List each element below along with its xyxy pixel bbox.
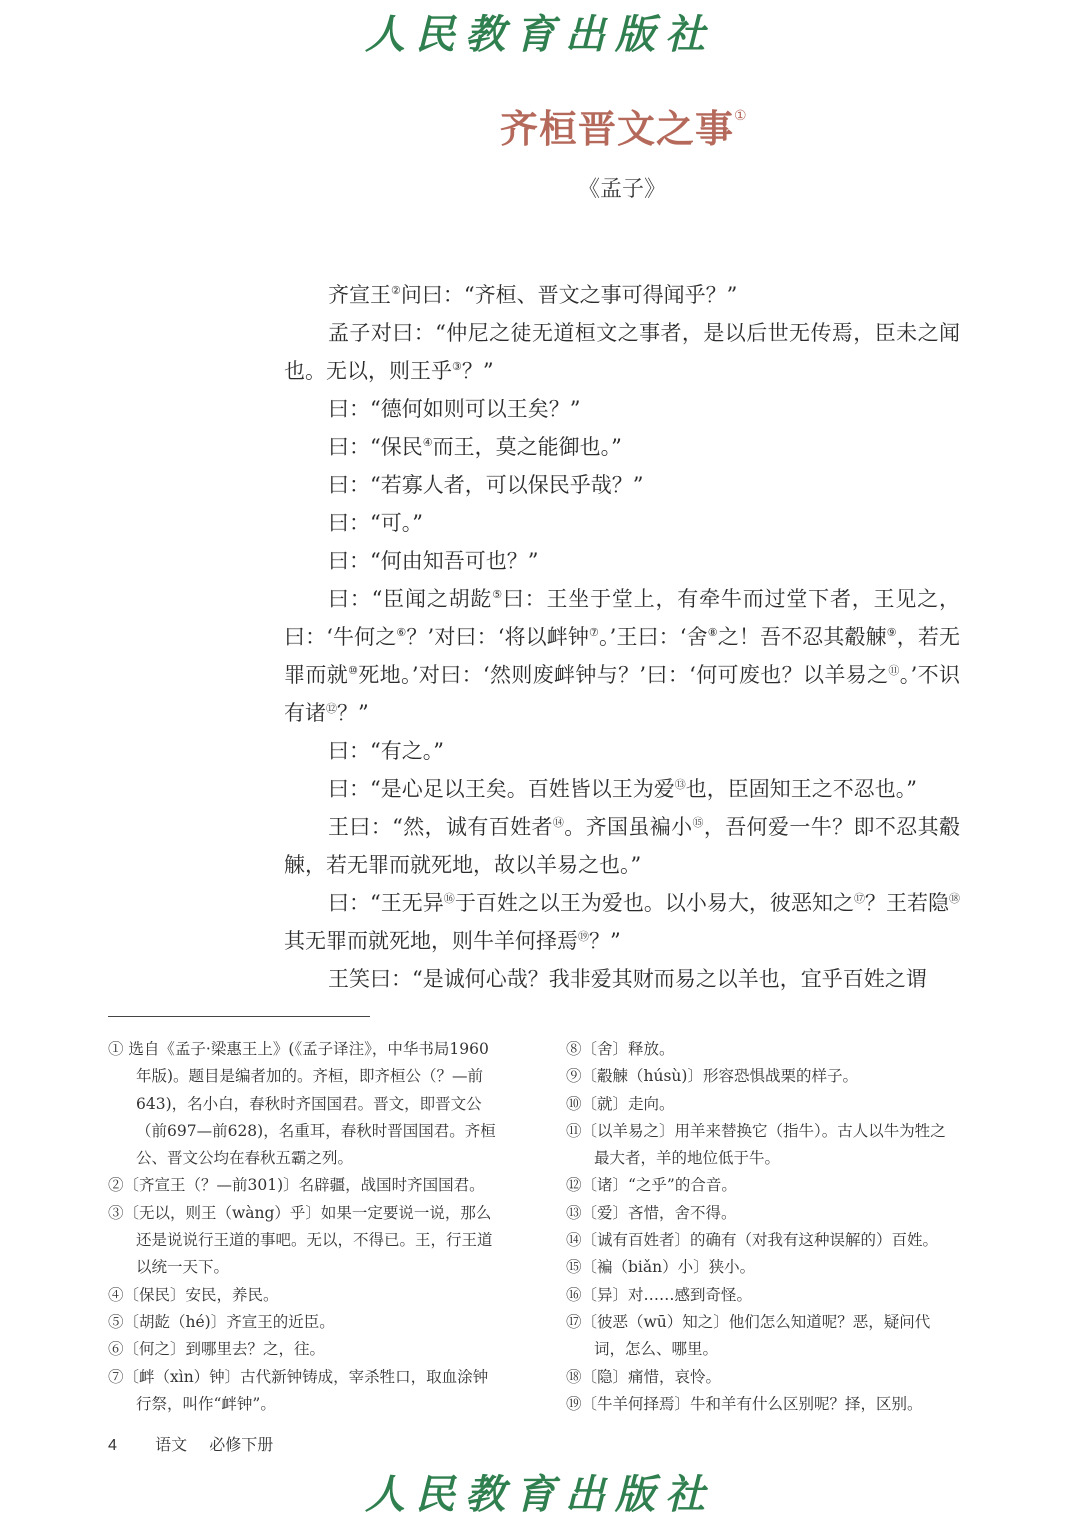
footnote-marker: ⑥ xyxy=(396,626,407,639)
paragraph-text: ？” xyxy=(337,701,369,725)
paragraph xyxy=(284,960,960,998)
article-title-text: 齐桓晋文之事 xyxy=(500,106,735,151)
paragraph-text: 曰：“何由知吾可也？” xyxy=(328,549,539,573)
paragraph-text: 曰：“可。” xyxy=(328,511,423,535)
paragraph-text: 曰：“德何如则可以王矣？” xyxy=(328,397,581,421)
footnote: ⑪〔以羊易之〕用羊来替换它（指牛）。古人以牛为牲之最大者，羊的地位低于牛。 xyxy=(566,1121,946,1168)
page-footer xyxy=(108,1432,273,1455)
paragraph-text: 曰：王坐于堂上，有牵牛而过堂下者，王见之，曰：‘牛何之 xyxy=(284,587,960,649)
page-number: 4 xyxy=(108,1437,117,1454)
footnote-marker: ⑦ xyxy=(589,626,600,639)
paragraph xyxy=(284,390,960,428)
footnote-marker: ⑲ xyxy=(578,930,589,943)
paragraph-text: 王笑曰：“是诚何心哉？我非爱其财而易之以羊也，宜乎百姓之谓 xyxy=(328,967,927,991)
paragraph-text: 死地。’对曰：‘然则废衅钟与？’曰：‘何可废也？以羊易之 xyxy=(358,663,889,687)
footnote-marker: ⑬ xyxy=(674,778,686,791)
footnote-marker: ⑮ xyxy=(692,816,704,829)
paragraph-text: 而王，莫之能御也。” xyxy=(432,435,622,459)
footnote-marker: ⑫ xyxy=(326,702,337,715)
paragraph-text: 。’王曰：‘舍 xyxy=(599,625,708,649)
paragraph xyxy=(284,732,960,770)
paragraph-text: 。’不识有诸 xyxy=(284,663,960,725)
footnote: ⑦〔衅（xìn）钟〕古代新钟铸成，宰杀牲口，取血涂钟行祭，叫作“衅钟”。 xyxy=(108,1367,489,1413)
footnotes-right-column xyxy=(566,1036,960,1418)
paragraph-text: 王曰：“然，诚有百姓者 xyxy=(328,815,553,839)
title-footnote-marker: ① xyxy=(734,108,748,125)
paragraph xyxy=(284,276,960,314)
paragraph-text: 于百姓之以王为爱也。以小易大，彼恶知之 xyxy=(454,891,854,915)
paragraph xyxy=(284,884,960,960)
footnote-marker: ④ xyxy=(422,436,433,449)
publisher-watermark-bottom: 人民教育出版社 xyxy=(365,1471,715,1518)
footnote-marker: ⑭ xyxy=(552,816,565,829)
footnote-marker: ⑨ xyxy=(886,626,897,639)
paragraph-text: 也，臣固知王之不忍也。” xyxy=(685,777,917,801)
footnote-marker: ⑰ xyxy=(853,892,865,905)
publisher-watermark-top: 人民教育出版社 xyxy=(365,11,715,58)
paragraph xyxy=(284,466,960,504)
footnote: ⑧〔舍〕释放。 xyxy=(566,1040,675,1058)
paragraph-text: 齐宣王 xyxy=(328,283,391,307)
footnote: ⑱〔隐〕痛惜，哀怜。 xyxy=(566,1367,722,1386)
footnote-marker: ⑧ xyxy=(707,626,718,639)
footnote: ⑩〔就〕走向。 xyxy=(566,1094,675,1113)
footnote: ⑮〔褊（biǎn）小〕狭小。 xyxy=(566,1258,756,1277)
paragraph-text: 曰：“保民 xyxy=(328,435,423,459)
paragraph xyxy=(284,770,960,808)
footnote: ⑬〔爱〕吝惜，舍不得。 xyxy=(566,1203,737,1222)
footnote: ⑰〔彼恶（wū）知之〕他们怎么知道呢？恶，疑问代词，怎么、哪里。 xyxy=(566,1312,931,1359)
paragraph-text: ？” xyxy=(589,929,621,953)
paragraph-text: 曰：“是心足以王矣。百姓皆以王为爱 xyxy=(328,777,675,801)
paragraph xyxy=(284,542,960,580)
footnote: ②〔齐宣王（？—前301)〕名辟疆，战国时齐国国君。 xyxy=(108,1176,485,1195)
footnote-marker: ③ xyxy=(452,360,462,373)
footnotes-left-column xyxy=(108,1036,500,1418)
paragraph-text: 孟子对曰：“仲尼之徒无道桓文之事者，是以后世无传焉，臣未之闻也。无以，则王乎 xyxy=(284,321,960,383)
footnote: ⑨〔觳觫（húsù)〕形容恐惧战栗的样子。 xyxy=(566,1067,858,1086)
footnote: ③〔无以，则王（wàng）乎〕如果一定要说一说，那么还是说说行王道的事吧。无以，不得已。王，行王道以统一天下。 xyxy=(108,1203,493,1277)
footnote-marker: ⑪ xyxy=(888,664,900,677)
book-name: 语文 xyxy=(155,1435,188,1454)
paragraph-text: 曰：“有之。” xyxy=(328,739,444,763)
paragraph-text: 其无罪而就死地，则牛羊何择焉 xyxy=(284,929,578,953)
paragraph-text: 之！吾不忍其觳觫 xyxy=(717,625,887,649)
footnote: ⑯〔异〕对……感到奇怪。 xyxy=(566,1285,753,1304)
paragraph xyxy=(284,428,960,466)
article-body xyxy=(284,276,960,998)
paragraph xyxy=(284,314,960,390)
footnote: ⑲〔牛羊何择焉〕牛和羊有什么区别呢？择，区别。 xyxy=(566,1394,923,1413)
footnote: ⑤〔胡龁（hé)〕齐宣王的近臣。 xyxy=(108,1312,335,1331)
paragraph-text: 问曰：“齐桓、晋文之事可得闻乎？” xyxy=(400,283,738,307)
paragraph-text: 曰：“王无异 xyxy=(328,891,444,915)
footnote-marker: ⑩ xyxy=(348,664,359,677)
footnote: ⑫〔诸〕“之乎”的合音。 xyxy=(566,1176,737,1195)
footnote: ④〔保民〕安民，养民。 xyxy=(108,1285,279,1304)
paragraph-text: ，若无罪而就 xyxy=(284,625,960,687)
footnote: ⑥〔何之〕到哪里去？之，往。 xyxy=(108,1340,326,1359)
book-volume: 必修下册 xyxy=(209,1435,274,1454)
footnote: ⑭〔诚有百姓者〕的确有（对我有这种误解的）百姓。 xyxy=(566,1231,939,1250)
paragraph-text: ？王若隐 xyxy=(864,891,950,915)
footnote-marker: ② xyxy=(391,284,401,297)
paragraph-text: 曰：“臣闻之胡龁 xyxy=(328,587,493,611)
paragraph xyxy=(284,808,960,884)
paragraph xyxy=(284,580,960,732)
footnote-divider xyxy=(108,1016,370,1017)
footnote-marker: ⑤ xyxy=(492,588,503,601)
paragraph-text: 。齐国虽褊小 xyxy=(564,815,693,839)
paragraph-text: ？’对曰：‘将以衅钟 xyxy=(406,625,590,649)
paragraph xyxy=(284,504,960,542)
paragraph-text: ，吾何爱一牛？即不忍其觳觫，若无罪而就死地，故以羊易之也。” xyxy=(284,815,960,877)
footnote: ① 选自《孟子·梁惠王上》(《孟子译注》，中华书局1960年版)。题目是编者加的。齐桓，即齐桓公（？—前643)，名小白，春秋时齐国国君。晋文，即晋文公（前697—前628)，名重耳，春秋时晋国国君。齐桓公、晋文公均在春秋五霸之列。 xyxy=(108,1040,496,1168)
paragraph-text: ？” xyxy=(461,359,494,383)
article-source: 《孟子》 xyxy=(578,177,667,202)
paragraph-text: 曰：“若寡人者，可以保民乎哉？” xyxy=(328,473,644,497)
footnote-marker: ⑱ xyxy=(949,892,961,905)
article-title xyxy=(500,98,748,153)
footnote-marker: ⑯ xyxy=(443,892,455,905)
